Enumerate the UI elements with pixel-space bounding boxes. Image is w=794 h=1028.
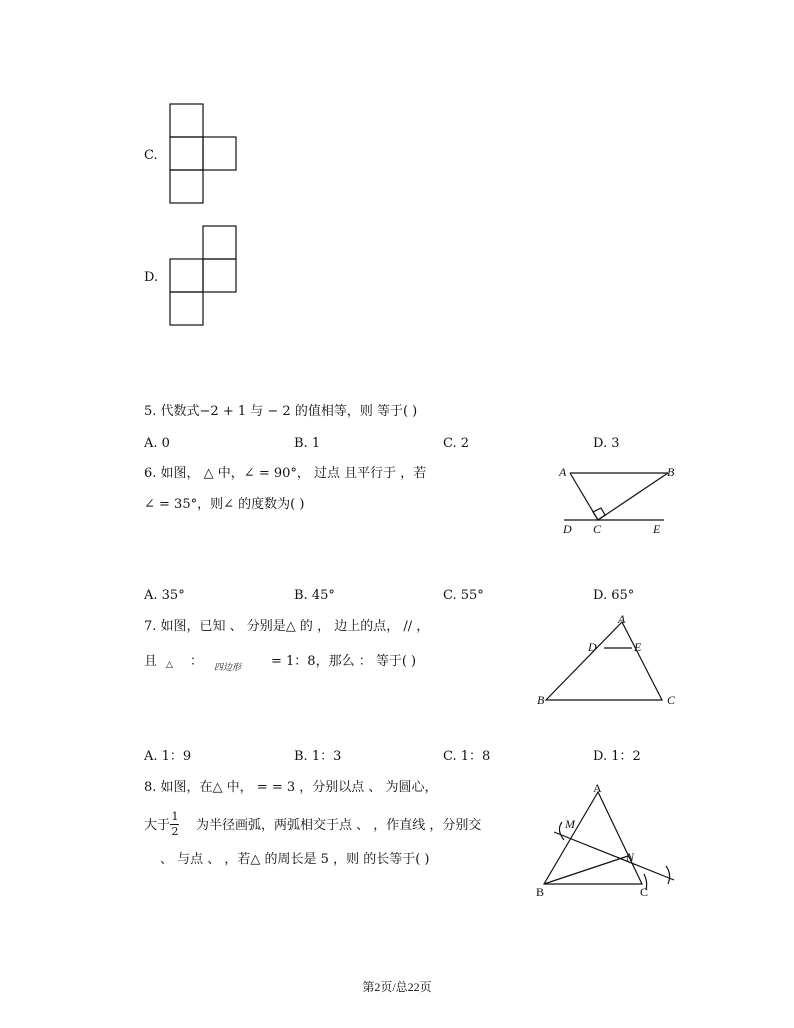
q7-option-b: B. 1：3 [294, 749, 342, 764]
q6-label-c: C [593, 522, 602, 536]
q6-line1: 6. 如图， △ 中，∠ = 90°， 过点 且平行于 ，若 [144, 466, 427, 481]
q7-line2-b: = 1：8，那么 ： 等于( ) [271, 654, 417, 669]
q6-figure [556, 460, 674, 540]
q7-option-a: A. 1：9 [144, 749, 192, 764]
q5-stem: 5. 代数式−2 + 1 与 − 2 的值相等，则 等于( ) [144, 404, 418, 419]
q8-fraction-numerator: 1 [171, 810, 179, 823]
q8-line2-a: 大于 [144, 818, 171, 833]
q6-option-c: C. 55° [443, 588, 484, 603]
q7-label-a: A [618, 614, 626, 626]
option-d-label: D. [144, 270, 159, 285]
q5-option-b: B. 1 [294, 436, 321, 451]
q6-label-d: D [563, 522, 572, 536]
q6-label-e: E [653, 522, 661, 536]
q7-label-d: D [588, 640, 597, 654]
page-footer: 第2页/总22页 [362, 980, 432, 994]
q7-line2-a: 且 [144, 654, 158, 669]
option-d-figure [168, 224, 240, 328]
q8-line3: 、 与点 、 ，若△ 的周长是 5 ，则 的长等于( ) [160, 852, 430, 867]
q7-label-c: C [667, 693, 676, 707]
q6-label-a: A [559, 465, 567, 479]
q7-option-d: D. 1：2 [593, 749, 641, 764]
q7-line2-colon: ： [190, 654, 204, 669]
q8-line1: 8. 如图，在△ 中， = = 3 ，分别以点 、 为圆心， [144, 780, 438, 795]
q8-label-m: M [565, 817, 575, 831]
q8-label-a: A [593, 781, 602, 795]
q7-figure [534, 614, 682, 712]
option-c-figure [168, 102, 240, 206]
q7-label-b: B [537, 693, 545, 707]
q7-line2-triangle: △ [166, 660, 173, 670]
q5-option-c: C. 2 [443, 436, 470, 451]
q5-option-a: A. 0 [144, 436, 170, 451]
q6-option-a: A. 35° [144, 588, 185, 603]
q8-line2-b: 为半径画弧，两弧相交于点 、 ，作直线 ，分别交 [196, 818, 482, 833]
q8-fraction-denominator: 2 [171, 825, 179, 838]
q7-option-c: C. 1：8 [443, 749, 491, 764]
q6-option-b: B. 45° [294, 588, 335, 603]
q8-label-b: B [536, 885, 545, 899]
q7-line2-subscript: 四边形 [214, 663, 242, 673]
q6-option-d: D. 65° [593, 588, 635, 603]
q7-label-e: E [634, 640, 642, 654]
q8-figure [532, 778, 678, 902]
q6-label-b: B [667, 465, 674, 479]
q8-label-n: N [626, 850, 635, 864]
q7-line1: 7. 如图，已知 、 分别是△ 的 ， 边上的点， // ， [144, 619, 430, 634]
option-c-label: C. [144, 148, 158, 163]
q8-label-c: C [640, 885, 649, 899]
q6-line2: ∠ = 35°，则∠ 的度数为( ) [144, 497, 305, 512]
q5-option-d: D. 3 [593, 436, 620, 451]
